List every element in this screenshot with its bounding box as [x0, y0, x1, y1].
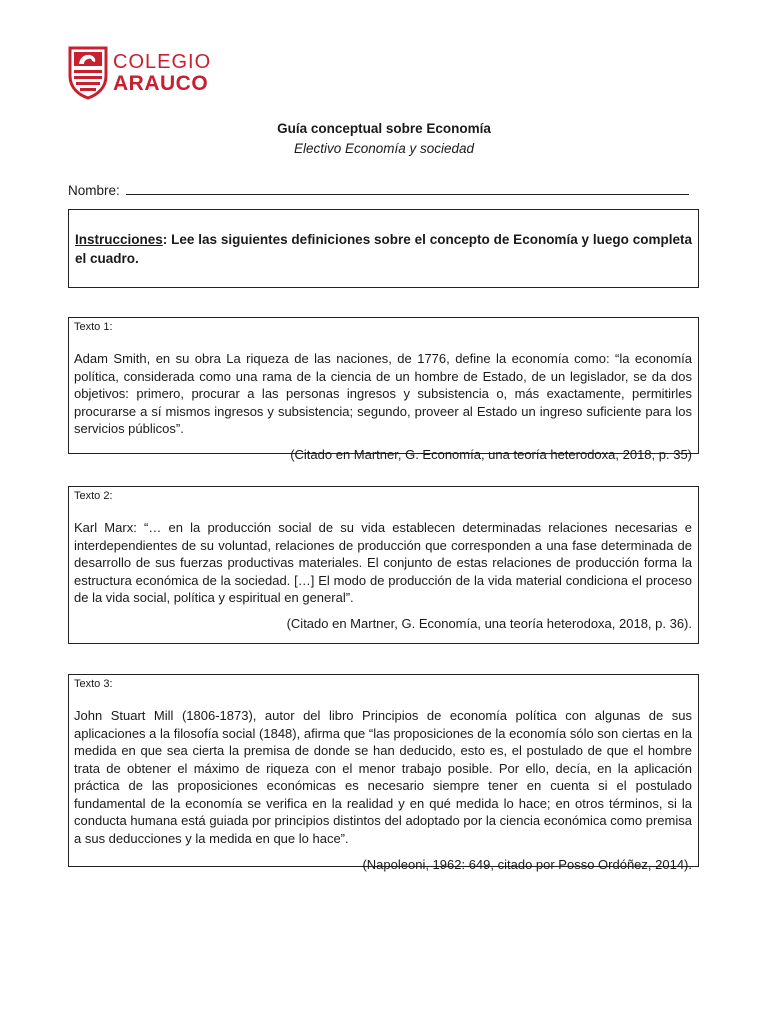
texto-box-2	[68, 486, 699, 644]
nombre-blank-line[interactable]	[126, 181, 689, 195]
nombre-label: Nombre:	[68, 183, 120, 198]
instructions-box	[68, 209, 699, 288]
texto-citation: (Citado en Martner, G. Economía, una teoría heterodoxa, 2018, p. 35)	[290, 446, 692, 462]
school-logo	[68, 46, 211, 100]
texto-body: Adam Smith, en su obra La riqueza de las naciones, de 1776, define la economía como: “la economía política, considerada como una rama de la ciencia de un hombre de Estado, de un legislador, se da dos objetivos: primero, procurar a las personas ingresos y subsistencia o, más exactamente, permitirles procurarse a sí mismos ingresos y subsistencia; segundo, proveer al Estado un ingreso suficiente para los servicios públicos”.	[74, 351, 692, 436]
instructions-text: : Lee las siguientes definiciones sobre el concepto de Economía y luego completa el cuadro.	[75, 232, 692, 266]
texto-citation: (Napoleoni, 1962: 649, citado por Posso Ordóñez, 2014).	[362, 857, 692, 872]
page-subtitle: Electivo Economía y sociedad	[293, 141, 475, 156]
logo-line-colegio: COLEGIO	[113, 51, 212, 73]
texto-box-1	[68, 317, 699, 462]
texto-box-3	[68, 674, 699, 872]
nombre-field[interactable]	[68, 181, 689, 198]
texto-label: Texto 2:	[74, 490, 113, 502]
instructions-label: Instrucciones	[75, 232, 163, 247]
texto-body: Karl Marx: “… en la producción social de su vida establecen determinadas relaciones necesarias e interdependientes de su voluntad, relaciones de producción que corresponden a una fase determinada de desarrollo de sus fuerzas productivas materiales. El conjunto de estas relaciones de producción forma la estructura económica de la sociedad. […] El modo de producción de la vida material condiciona el proceso de la vida social, política y espiritual en general”.	[74, 520, 692, 605]
texto-label: Texto 3:	[74, 678, 113, 690]
texto-label: Texto 1:	[74, 321, 113, 333]
texto-body: John Stuart Mill (1806-1873), autor del libro Principios de economía política con algunas de sus aplicaciones a la filosofía social (1848), afirma que “las proposiciones de la economía sólo son ciertas en la medida en que sea cierta la premisa de donde se han deducido, esto es, el postulado de que el hombre trata de obtener el máximo de riqueza con el menor trabajo posible. Por ello, decía, en la aplicación práctica de las proposiciones económicas es necesario siempre tener en cuenta si el postulado fundamental de la economía se verifica en la realidad y en qué medida lo hace; en otros términos, si la conducta humana está guiada por principios distintos del adoptado por la ciencia económica como premisa a sus deducciones y la medida en que lo hace”.	[74, 708, 692, 846]
logo-line-arauco: ARAUCO	[113, 72, 209, 95]
school-crest-icon	[68, 46, 108, 100]
texto-citation: (Citado en Martner, G. Economía, una teoría heterodoxa, 2018, p. 36).	[286, 615, 692, 631]
page-title: Guía conceptual sobre Economía	[277, 121, 491, 136]
